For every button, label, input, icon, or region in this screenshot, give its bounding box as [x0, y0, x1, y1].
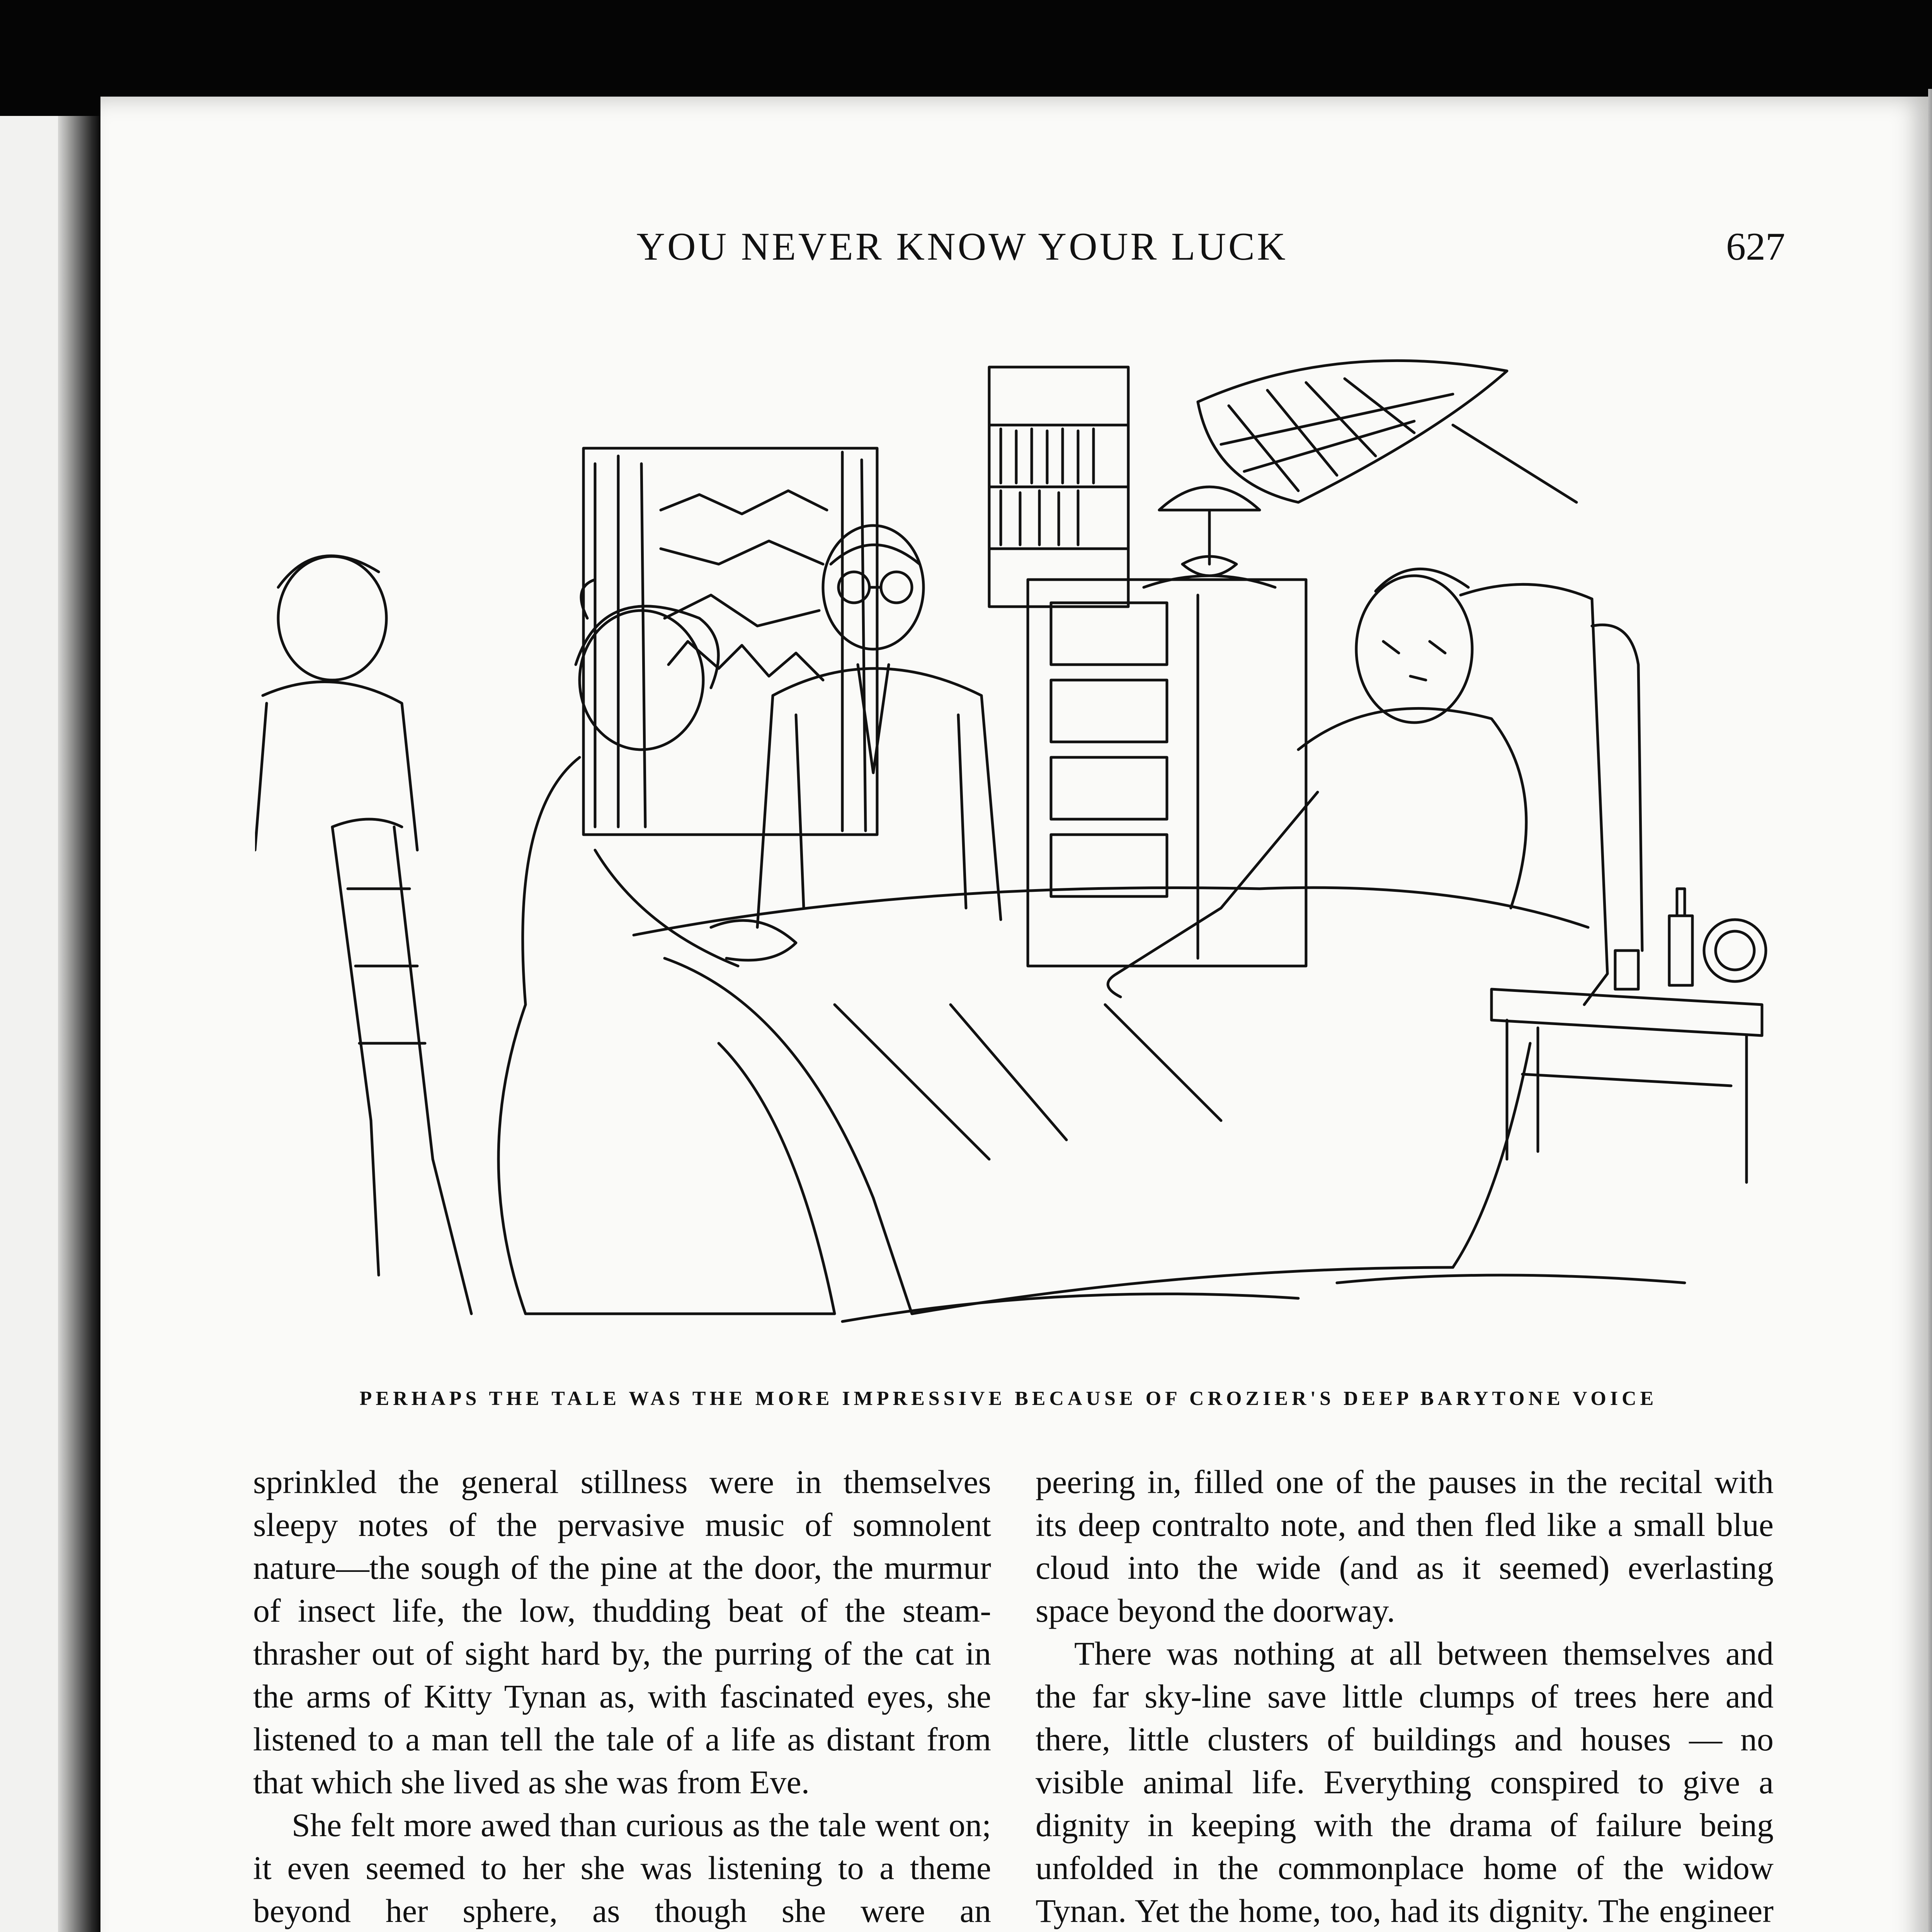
text-column-left [253, 1461, 991, 1932]
window-drawing [583, 448, 877, 835]
bedside-table-drawing [1492, 889, 1766, 1182]
snowshoe-drawing [1198, 361, 1577, 502]
paragraph: peering in, filled one of the pauses in the recital with its deep contralto note, and then fled like a small blue cloud into the wide (and as it seemed) everlasting space beyond the doorway. [1036, 1463, 1774, 1629]
lamp-drawing [1144, 487, 1275, 587]
paragraph: There was nothing at all between themselves and the far sky-line save little clumps of trees here and there, little clusters of buildings and houses — no visible animal life. Everything conspired to give a dignity in keeping with the drama of failure being unfolded in the commonplace home of the widow Tynan. Yet the home, too, had its dignity. The engineer [1036, 1635, 1774, 1929]
dresser-drawing [1028, 580, 1306, 966]
bookshelf-drawing [989, 367, 1128, 607]
paragraph: sprinkled the general stillness were in themselves sleepy notes of the pervasive music of somnolent nature—the sough of the pine at the door, the murmur of insect life, the low, thudding beat of the steam-thrasher out of sight hard by, the purring of the cat in the arms of Kitty Tynan as, with fascinated eyes, she listened to a man tell the tale of a life as distant from that which she lived as she was from Eve. [253, 1463, 991, 1801]
text-column-right [1036, 1461, 1774, 1932]
doctor-figure [757, 526, 1001, 927]
page-edge [1928, 89, 1932, 1932]
page-number: 627 [1726, 225, 1785, 269]
running-head: YOU NEVER KNOW YOUR LUCK [636, 225, 1288, 269]
patient-figure [1108, 569, 1526, 997]
mother-figure [255, 556, 417, 850]
gutter-shadow [58, 116, 100, 1932]
chair-drawing [332, 819, 471, 1314]
illustration-caption: PERHAPS THE TALE WAS THE MORE IMPRESSIVE BECAUSE OF CROZIER'S DEEP BARYTONE VOICE [359, 1388, 1658, 1410]
illustration-bedside-scene [255, 348, 1770, 1368]
paragraph: She felt more awed than curious as the tale went on; it even seemed to her she was listening to a theme beyond her sphere, as though she were an [253, 1806, 991, 1929]
bed-drawing [634, 584, 1642, 1314]
